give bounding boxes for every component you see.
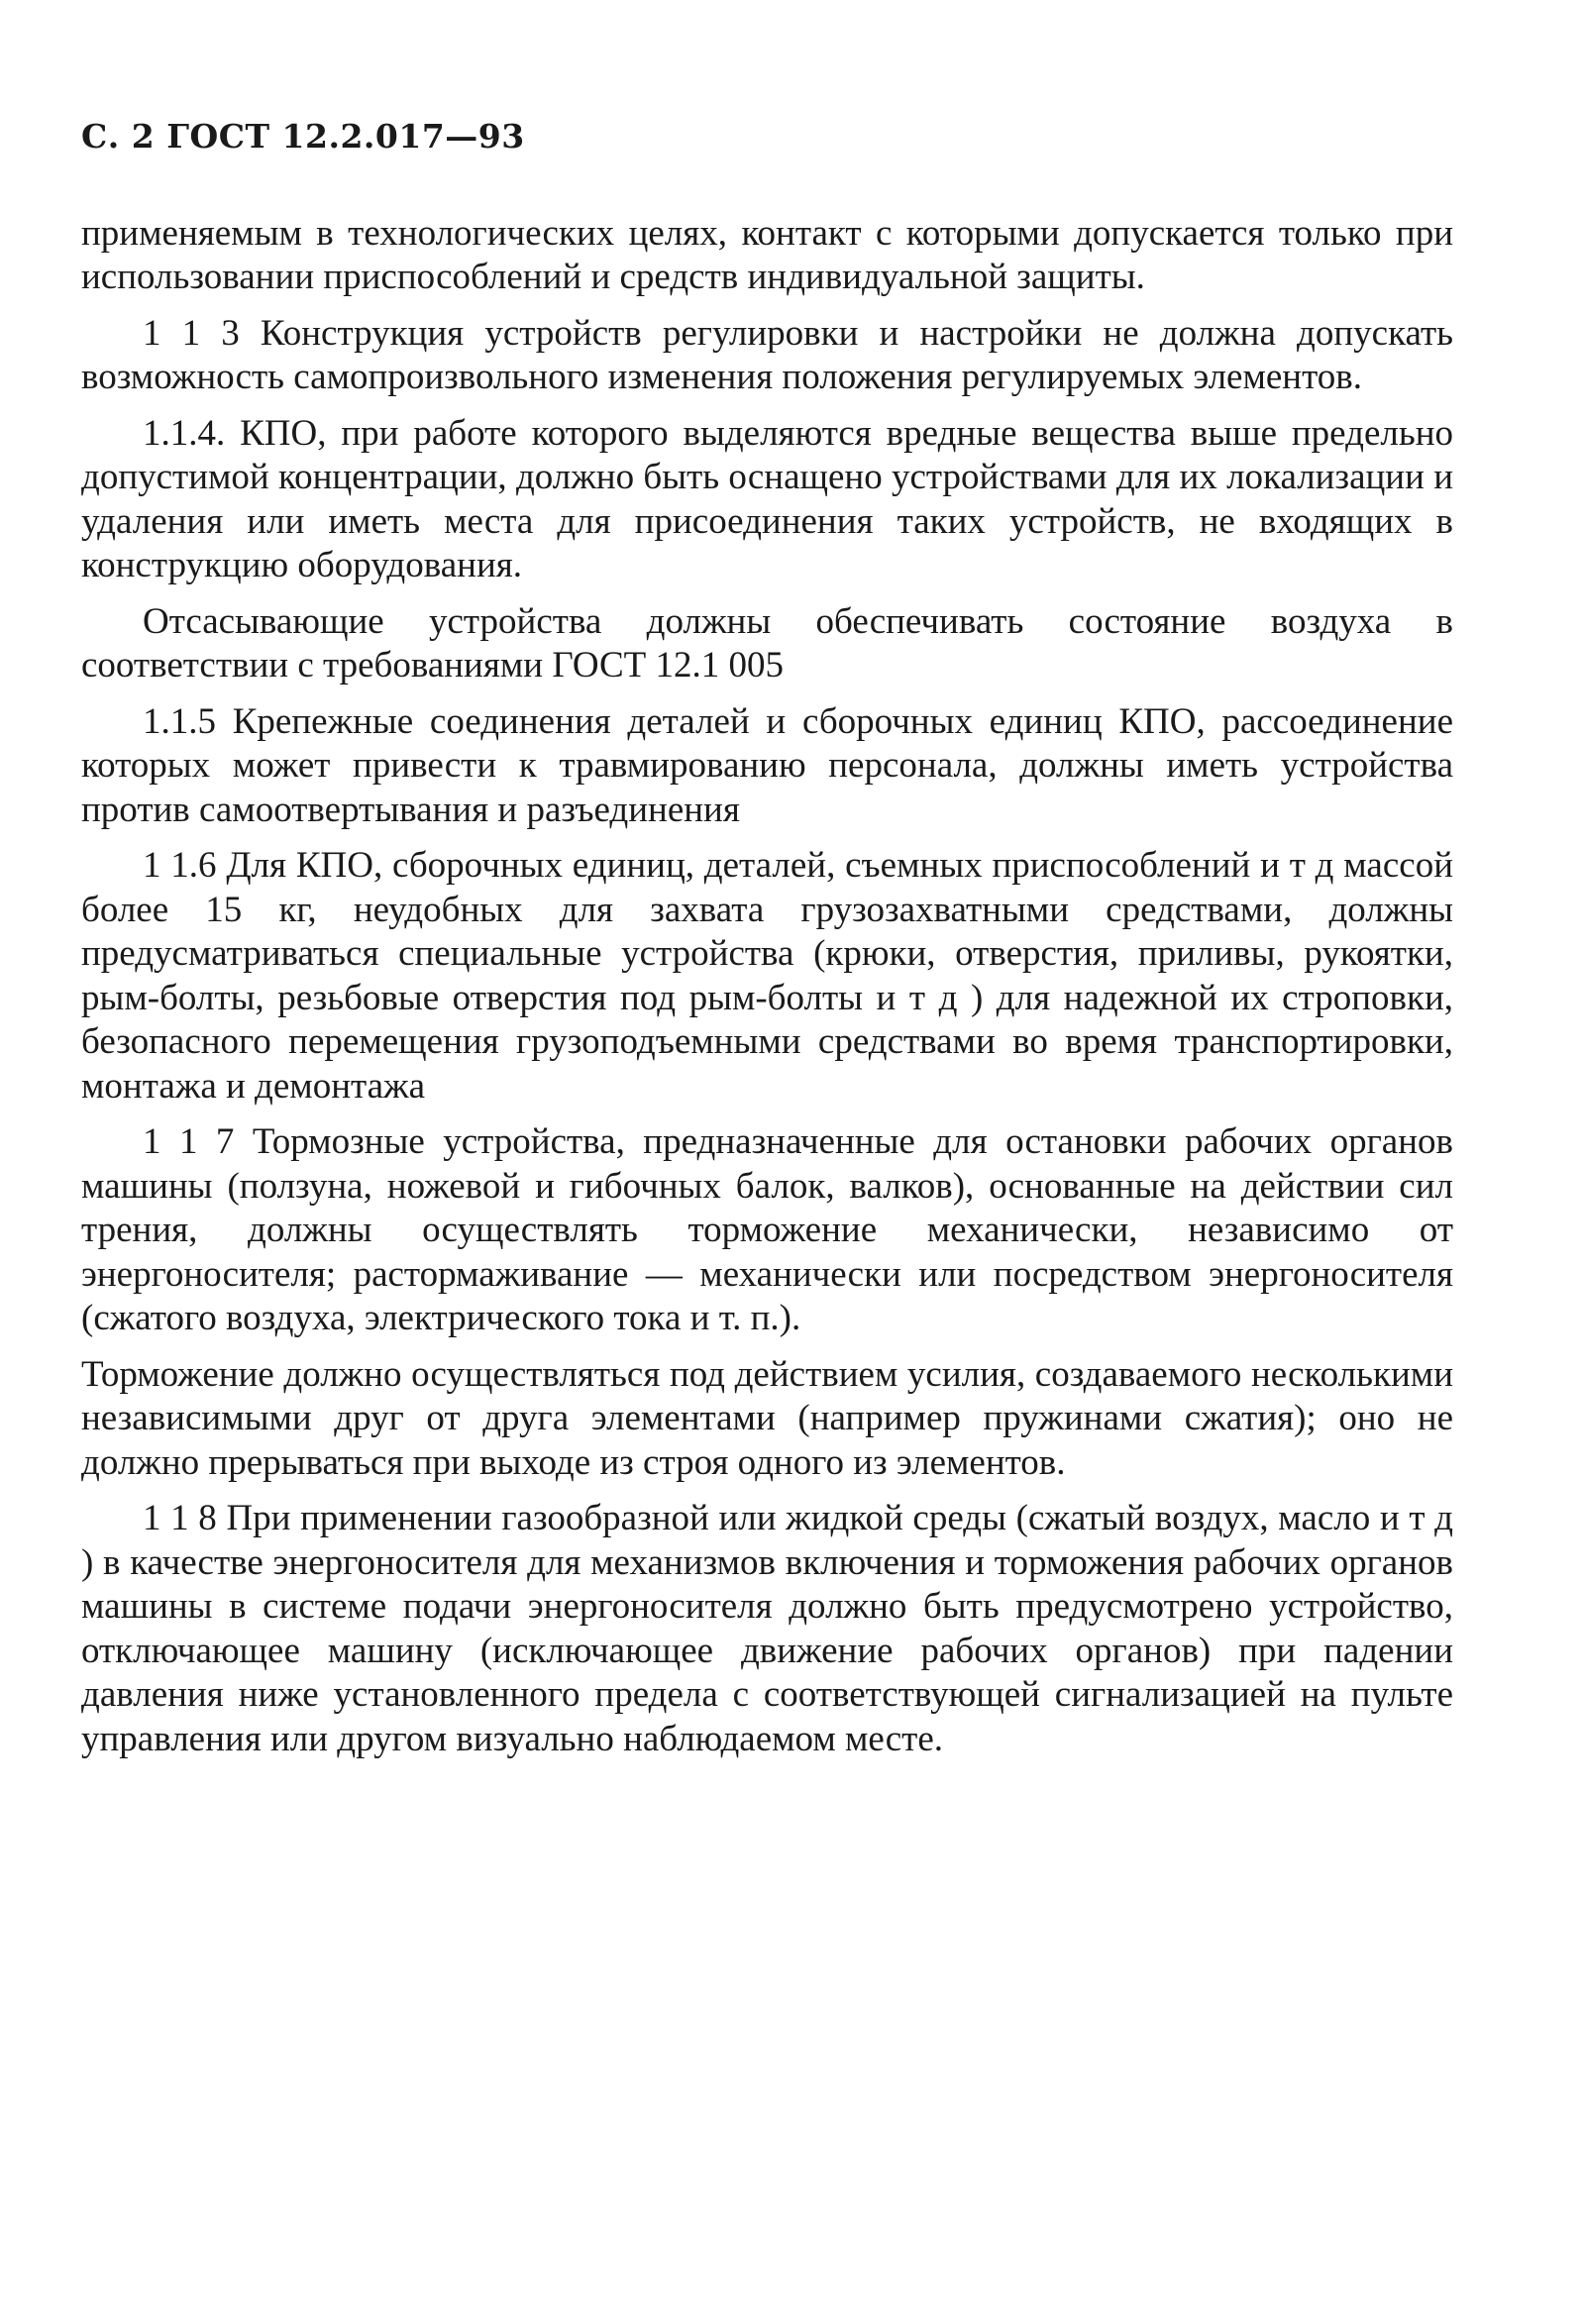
paragraph-1-1-4: 1.1.4. КПО, при работе которого выделяются вредные вещества выше предельно допустимой концентрации, должно быть оснащено устройствами для их локализации и удаления или иметь места для присоединения таких устройств, не входящих в конструкцию оборудования. bbox=[81, 412, 1453, 586]
page-header: С. 2 ГОСТ 12.2.017—93 bbox=[81, 117, 525, 156]
paragraph-continuation: применяемым в технологических целях, контакт с которыми допускается только при использовании приспособлений и средств индивидуальной защиты. bbox=[81, 212, 1453, 298]
document-page bbox=[81, 117, 1453, 1773]
paragraph-exhaust-devices: Отсасывающие устройства должны обеспечивать состояние воздуха в соответствии с требованиями ГОСТ 12.1 005 bbox=[81, 600, 1453, 687]
paragraph-1-1-7: 1 1 7 Тормозные устройства, предназначенные для остановки рабочих органов машины (ползуна, ножевой и гибочных балок, валков), основанные на действии сил трения, должны осуществлять торможение механически, независимо от энергоносителя; растормаживание — механически или посредством энергоносителя (сжатого воздуха, электрического тока и т. п.). bbox=[81, 1121, 1453, 1339]
paragraph-1-1-6: 1 1.6 Для КПО, сборочных единиц, деталей, съемных приспособлений и т д массой более 15 кг, неудобных для захвата грузозахватными средствами, должны предусматриваться специальные устройства (крюки, отверстия, приливы, рукоятки, рым-болты, резьбовые отверстия под рым-болты и т д ) для надежной их строповки, безопасного перемещения грузоподъемными средствами во время транспортировки, монтажа и демонтажа bbox=[81, 845, 1453, 1107]
document-body bbox=[81, 212, 1453, 1762]
paragraph-1-1-3: 1 1 3 Конструкция устройств регулировки и настройки не должна допускать возможность самопроизвольного изменения положения регулируемых элементов. bbox=[81, 312, 1453, 398]
paragraph-1-1-5: 1.1.5 Крепежные соединения деталей и сборочных единиц КПО, рассоединение которых может привести к травмированию персонала, должны иметь устройства против самоотвертывания и разъединения bbox=[81, 700, 1453, 830]
paragraph-braking: Торможение должно осуществляться под действием усилия, создаваемого несколькими независимыми друг от друга элементами (например пружинами сжатия); оно не должно прерываться при выходе из строя одного из элементов. bbox=[81, 1353, 1453, 1483]
paragraph-1-1-8: 1 1 8 При применении газообразной или жидкой среды (сжатый воздух, масло и т д ) в качестве энергоносителя для механизмов включения и торможения рабочих органов машины в системе подачи энергоносителя должно быть предусмотрено устройство, отключающее машину (исключающее движение рабочих органов) при падении давления ниже установленного предела с соответствующей сигнализацией на пульте управления или другом визуально наблюдаемом месте. bbox=[81, 1498, 1453, 1759]
